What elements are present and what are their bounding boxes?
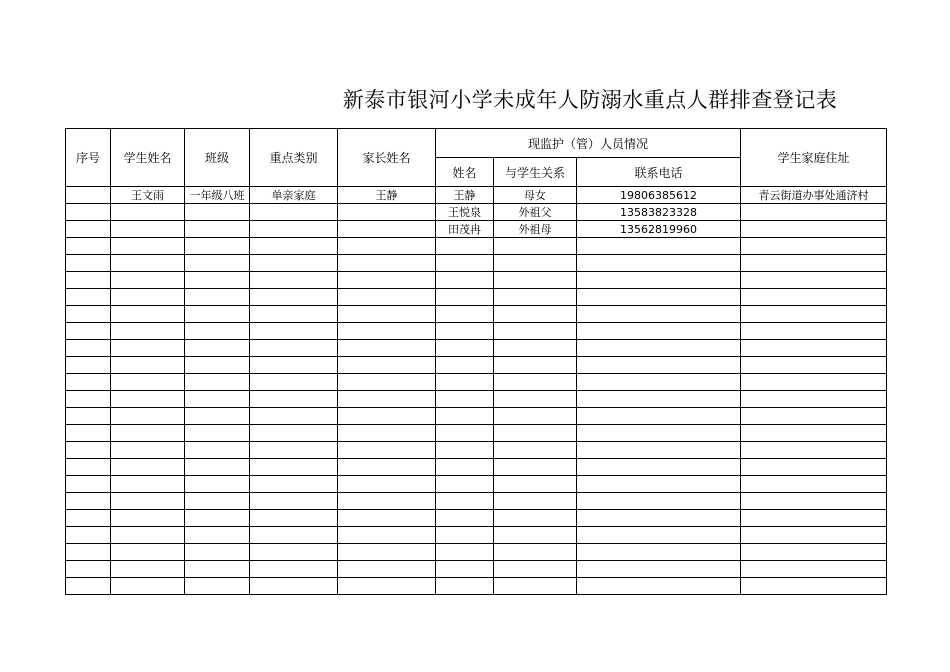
cell-guardian-name[interactable]: 王悦泉 (436, 204, 494, 221)
cell-category[interactable] (250, 255, 338, 272)
table-body (66, 187, 887, 595)
cell-index[interactable] (66, 340, 111, 357)
cell-class[interactable] (185, 527, 250, 544)
cell-category[interactable] (250, 408, 338, 425)
cell-class[interactable] (185, 425, 250, 442)
cell-class[interactable] (185, 255, 250, 272)
cell-index[interactable] (66, 425, 111, 442)
cell-address[interactable] (741, 527, 887, 544)
cell-address[interactable]: 青云街道办事处通济村 (741, 187, 887, 204)
cell-address[interactable] (741, 357, 887, 374)
cell-category[interactable] (250, 374, 338, 391)
cell-guardian-name[interactable] (436, 578, 494, 595)
cell-index[interactable] (66, 255, 111, 272)
cell-phone[interactable] (577, 238, 741, 255)
table-row (66, 187, 887, 204)
cell-guardian-name[interactable] (436, 493, 494, 510)
cell-student-name[interactable] (111, 578, 185, 595)
table-row (66, 476, 887, 493)
cell-parent-name[interactable] (338, 204, 436, 221)
cell-class[interactable] (185, 323, 250, 340)
cell-address[interactable] (741, 238, 887, 255)
cell-index[interactable] (66, 289, 111, 306)
header-guardian-group: 现监护（管）人员情况 (436, 129, 741, 158)
cell-student-name[interactable] (111, 527, 185, 544)
cell-address[interactable] (741, 289, 887, 306)
cell-index[interactable] (66, 561, 111, 578)
cell-relation[interactable]: 外祖母 (494, 221, 577, 238)
cell-guardian-name[interactable] (436, 425, 494, 442)
cell-phone[interactable] (577, 408, 741, 425)
table-row (66, 425, 887, 442)
cell-address[interactable] (741, 544, 887, 561)
cell-class[interactable] (185, 357, 250, 374)
cell-class[interactable] (185, 374, 250, 391)
cell-parent-name[interactable] (338, 221, 436, 238)
table-row (66, 527, 887, 544)
cell-relation[interactable] (494, 238, 577, 255)
cell-category[interactable] (250, 578, 338, 595)
cell-student-name[interactable] (111, 510, 185, 527)
cell-phone[interactable] (577, 544, 741, 561)
cell-category[interactable] (250, 204, 338, 221)
cell-category[interactable] (250, 510, 338, 527)
cell-guardian-name[interactable] (436, 510, 494, 527)
cell-phone[interactable] (577, 340, 741, 357)
cell-parent-name[interactable] (338, 255, 436, 272)
cell-guardian-name[interactable] (436, 476, 494, 493)
page-title: 新泰市银河小学未成年人防溺水重点人群排查登记表 (342, 88, 838, 112)
cell-student-name[interactable] (111, 238, 185, 255)
cell-address[interactable] (741, 493, 887, 510)
cell-index[interactable] (66, 374, 111, 391)
cell-guardian-name[interactable] (436, 289, 494, 306)
cell-student-name[interactable] (111, 425, 185, 442)
cell-relation[interactable] (494, 374, 577, 391)
cell-student-name[interactable] (111, 221, 185, 238)
cell-relation[interactable] (494, 425, 577, 442)
cell-index[interactable] (66, 238, 111, 255)
cell-phone[interactable] (577, 425, 741, 442)
cell-address[interactable] (741, 476, 887, 493)
cell-class[interactable]: 一年级八班 (185, 187, 250, 204)
cell-index[interactable] (66, 476, 111, 493)
cell-category[interactable] (250, 425, 338, 442)
cell-category[interactable] (250, 221, 338, 238)
cell-phone[interactable] (577, 459, 741, 476)
table-row (66, 272, 887, 289)
cell-guardian-name[interactable] (436, 391, 494, 408)
cell-address[interactable] (741, 408, 887, 425)
cell-student-name[interactable] (111, 544, 185, 561)
cell-phone[interactable] (577, 289, 741, 306)
cell-student-name[interactable] (111, 357, 185, 374)
cell-parent-name[interactable] (338, 561, 436, 578)
cell-parent-name[interactable] (338, 323, 436, 340)
table-row (66, 391, 887, 408)
cell-parent-name[interactable] (338, 425, 436, 442)
cell-guardian-name[interactable] (436, 544, 494, 561)
cell-phone[interactable] (577, 323, 741, 340)
cell-phone[interactable] (577, 357, 741, 374)
cell-category[interactable] (250, 357, 338, 374)
cell-address[interactable] (741, 391, 887, 408)
header-parent-name: 家长姓名 (338, 129, 436, 187)
cell-category[interactable] (250, 306, 338, 323)
cell-category[interactable] (250, 561, 338, 578)
cell-address[interactable] (741, 510, 887, 527)
cell-parent-name[interactable] (338, 544, 436, 561)
cell-phone[interactable] (577, 442, 741, 459)
cell-index[interactable] (66, 578, 111, 595)
cell-guardian-name[interactable]: 田茂冉 (436, 221, 494, 238)
cell-parent-name[interactable] (338, 357, 436, 374)
cell-class[interactable] (185, 544, 250, 561)
cell-address[interactable] (741, 425, 887, 442)
cell-relation[interactable] (494, 391, 577, 408)
cell-phone[interactable] (577, 306, 741, 323)
cell-parent-name[interactable] (338, 289, 436, 306)
cell-guardian-name[interactable] (436, 306, 494, 323)
cell-address[interactable] (741, 561, 887, 578)
cell-relation[interactable] (494, 527, 577, 544)
cell-guardian-name[interactable] (436, 442, 494, 459)
cell-parent-name[interactable] (338, 476, 436, 493)
cell-class[interactable] (185, 476, 250, 493)
cell-relation[interactable]: 母女 (494, 187, 577, 204)
cell-relation[interactable] (494, 272, 577, 289)
cell-relation[interactable] (494, 357, 577, 374)
cell-class[interactable] (185, 510, 250, 527)
cell-class[interactable] (185, 204, 250, 221)
cell-index[interactable] (66, 493, 111, 510)
cell-relation[interactable] (494, 408, 577, 425)
cell-student-name[interactable] (111, 459, 185, 476)
cell-address[interactable] (741, 340, 887, 357)
cell-class[interactable] (185, 391, 250, 408)
table-row (66, 289, 887, 306)
registration-table (65, 128, 887, 595)
cell-category[interactable] (250, 459, 338, 476)
cell-relation[interactable] (494, 289, 577, 306)
cell-class[interactable] (185, 272, 250, 289)
cell-index[interactable] (66, 408, 111, 425)
cell-address[interactable] (741, 306, 887, 323)
cell-guardian-name[interactable] (436, 255, 494, 272)
cell-phone[interactable] (577, 493, 741, 510)
cell-parent-name[interactable] (338, 510, 436, 527)
cell-phone[interactable]: 13583823328 (577, 204, 741, 221)
cell-category[interactable] (250, 442, 338, 459)
cell-student-name[interactable] (111, 272, 185, 289)
header-phone: 联系电话 (577, 158, 741, 187)
cell-student-name[interactable] (111, 204, 185, 221)
table-row (66, 357, 887, 374)
header-index: 序号 (66, 129, 111, 187)
cell-parent-name[interactable] (338, 459, 436, 476)
cell-guardian-name[interactable] (436, 357, 494, 374)
cell-phone[interactable] (577, 272, 741, 289)
table-row (66, 306, 887, 323)
cell-phone[interactable] (577, 374, 741, 391)
cell-student-name[interactable] (111, 408, 185, 425)
cell-relation[interactable] (494, 340, 577, 357)
cell-student-name[interactable] (111, 289, 185, 306)
cell-guardian-name[interactable] (436, 238, 494, 255)
cell-guardian-name[interactable]: 王静 (436, 187, 494, 204)
cell-class[interactable] (185, 442, 250, 459)
cell-guardian-name[interactable] (436, 561, 494, 578)
cell-parent-name[interactable] (338, 374, 436, 391)
cell-category[interactable]: 单亲家庭 (250, 187, 338, 204)
cell-guardian-name[interactable] (436, 323, 494, 340)
cell-category[interactable] (250, 340, 338, 357)
cell-parent-name[interactable] (338, 493, 436, 510)
cell-guardian-name[interactable] (436, 408, 494, 425)
cell-category[interactable] (250, 323, 338, 340)
cell-index[interactable] (66, 187, 111, 204)
cell-student-name[interactable] (111, 561, 185, 578)
table-row (66, 374, 887, 391)
cell-address[interactable] (741, 459, 887, 476)
cell-relation[interactable] (494, 442, 577, 459)
cell-class[interactable] (185, 408, 250, 425)
cell-category[interactable] (250, 289, 338, 306)
cell-relation[interactable] (494, 255, 577, 272)
cell-address[interactable] (741, 255, 887, 272)
table-row (66, 442, 887, 459)
cell-relation[interactable] (494, 561, 577, 578)
cell-phone[interactable] (577, 255, 741, 272)
cell-phone[interactable] (577, 578, 741, 595)
cell-index[interactable] (66, 306, 111, 323)
cell-class[interactable] (185, 340, 250, 357)
cell-parent-name[interactable] (338, 340, 436, 357)
cell-index[interactable] (66, 510, 111, 527)
cell-relation[interactable] (494, 493, 577, 510)
cell-phone[interactable] (577, 476, 741, 493)
table-row (66, 408, 887, 425)
table-row (66, 459, 887, 476)
cell-index[interactable] (66, 442, 111, 459)
header-class: 班级 (185, 129, 250, 187)
cell-student-name[interactable] (111, 323, 185, 340)
table-row (66, 493, 887, 510)
header-category: 重点类别 (250, 129, 338, 187)
cell-address[interactable] (741, 221, 887, 238)
cell-index[interactable] (66, 272, 111, 289)
cell-class[interactable] (185, 238, 250, 255)
cell-address[interactable] (741, 578, 887, 595)
cell-student-name[interactable]: 王文雨 (111, 187, 185, 204)
cell-guardian-name[interactable] (436, 340, 494, 357)
cell-relation[interactable] (494, 306, 577, 323)
cell-class[interactable] (185, 578, 250, 595)
cell-student-name[interactable] (111, 340, 185, 357)
header-relation: 与学生关系 (494, 158, 577, 187)
table-row (66, 578, 887, 595)
cell-index[interactable] (66, 221, 111, 238)
cell-relation[interactable] (494, 578, 577, 595)
cell-category[interactable] (250, 238, 338, 255)
cell-parent-name[interactable] (338, 238, 436, 255)
cell-relation[interactable] (494, 510, 577, 527)
cell-category[interactable] (250, 544, 338, 561)
cell-index[interactable] (66, 459, 111, 476)
table-row (66, 340, 887, 357)
cell-phone[interactable]: 13562819960 (577, 221, 741, 238)
cell-student-name[interactable] (111, 391, 185, 408)
table-row (66, 238, 887, 255)
table-row (66, 204, 887, 221)
cell-address[interactable] (741, 204, 887, 221)
cell-relation[interactable] (494, 459, 577, 476)
cell-student-name[interactable] (111, 493, 185, 510)
cell-parent-name[interactable] (338, 578, 436, 595)
cell-phone[interactable] (577, 561, 741, 578)
header-student-name: 学生姓名 (111, 129, 185, 187)
cell-category[interactable] (250, 527, 338, 544)
cell-guardian-name[interactable] (436, 374, 494, 391)
table-row (66, 544, 887, 561)
cell-parent-name[interactable] (338, 306, 436, 323)
cell-index[interactable] (66, 527, 111, 544)
cell-index[interactable] (66, 323, 111, 340)
cell-student-name[interactable] (111, 442, 185, 459)
cell-address[interactable] (741, 374, 887, 391)
cell-relation[interactable] (494, 476, 577, 493)
cell-guardian-name[interactable] (436, 459, 494, 476)
table-row (66, 255, 887, 272)
cell-phone[interactable] (577, 391, 741, 408)
cell-index[interactable] (66, 204, 111, 221)
cell-class[interactable] (185, 306, 250, 323)
header-address: 学生家庭住址 (741, 129, 887, 187)
table-row (66, 221, 887, 238)
cell-parent-name[interactable]: 王静 (338, 187, 436, 204)
cell-index[interactable] (66, 391, 111, 408)
header-guardian-name: 姓名 (436, 158, 494, 187)
cell-student-name[interactable] (111, 306, 185, 323)
cell-phone[interactable] (577, 527, 741, 544)
cell-index[interactable] (66, 544, 111, 561)
cell-class[interactable] (185, 561, 250, 578)
cell-parent-name[interactable] (338, 527, 436, 544)
cell-student-name[interactable] (111, 374, 185, 391)
cell-parent-name[interactable] (338, 391, 436, 408)
cell-relation[interactable] (494, 544, 577, 561)
table-row (66, 323, 887, 340)
cell-parent-name[interactable] (338, 442, 436, 459)
cell-class[interactable] (185, 493, 250, 510)
cell-category[interactable] (250, 272, 338, 289)
cell-parent-name[interactable] (338, 272, 436, 289)
cell-category[interactable] (250, 493, 338, 510)
cell-phone[interactable]: 19806385612 (577, 187, 741, 204)
cell-student-name[interactable] (111, 476, 185, 493)
cell-relation[interactable]: 外祖父 (494, 204, 577, 221)
cell-guardian-name[interactable] (436, 527, 494, 544)
cell-student-name[interactable] (111, 255, 185, 272)
table-row (66, 561, 887, 578)
cell-phone[interactable] (577, 510, 741, 527)
cell-class[interactable] (185, 459, 250, 476)
cell-parent-name[interactable] (338, 408, 436, 425)
cell-guardian-name[interactable] (436, 272, 494, 289)
cell-class[interactable] (185, 289, 250, 306)
cell-class[interactable] (185, 221, 250, 238)
cell-relation[interactable] (494, 323, 577, 340)
cell-address[interactable] (741, 272, 887, 289)
cell-category[interactable] (250, 476, 338, 493)
table-row (66, 510, 887, 527)
cell-address[interactable] (741, 323, 887, 340)
cell-category[interactable] (250, 391, 338, 408)
cell-address[interactable] (741, 442, 887, 459)
cell-index[interactable] (66, 357, 111, 374)
